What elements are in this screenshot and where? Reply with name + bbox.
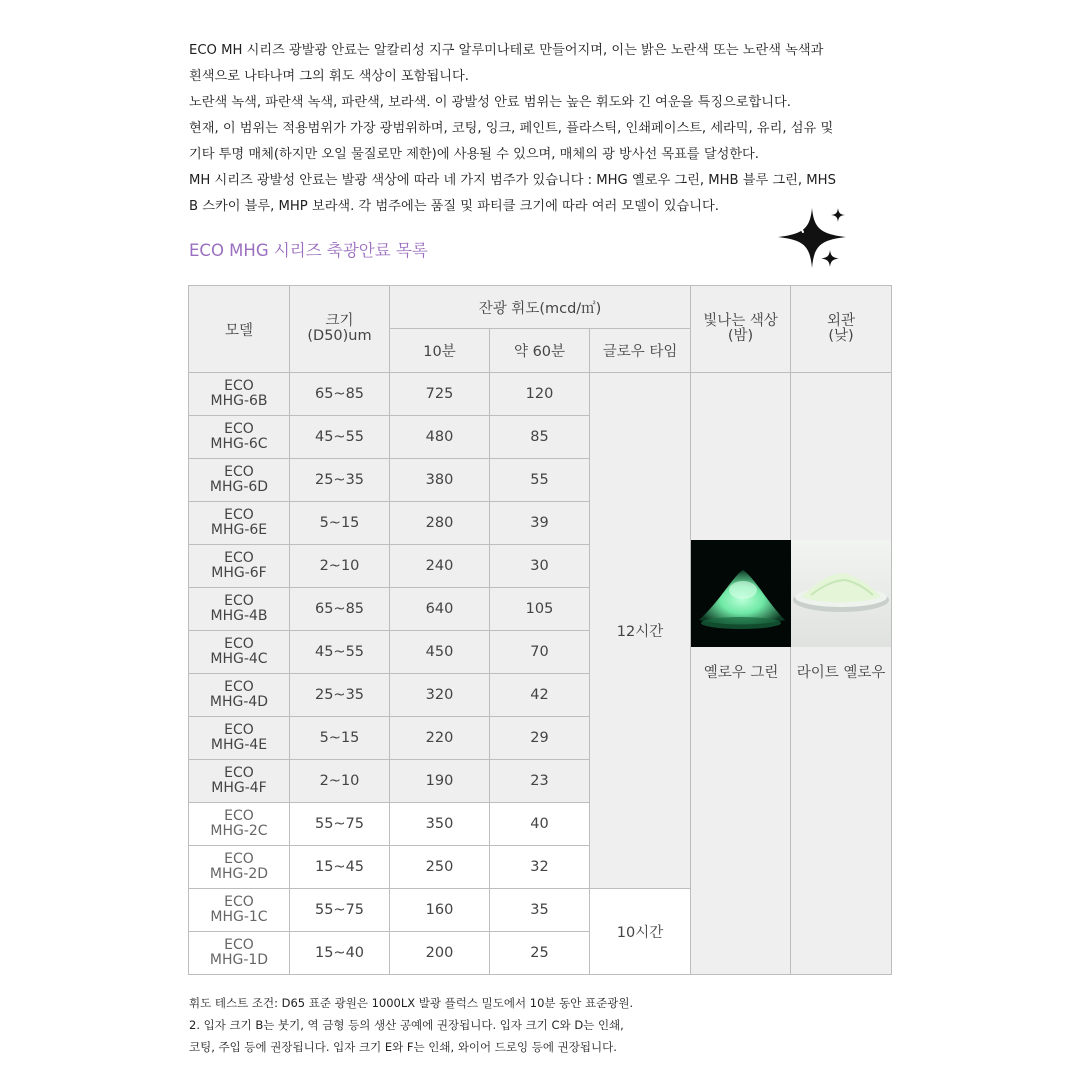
model-prefix: ECO (224, 894, 254, 910)
min60-cell: 120 (490, 373, 590, 416)
model-code: MHG-4D (209, 694, 269, 710)
model-prefix: ECO (224, 378, 254, 394)
section-title: ECO MHG 시리즈 축광안료 목록 (189, 241, 428, 260)
min10-cell: 320 (390, 674, 490, 717)
min60-cell: 42 (490, 674, 590, 717)
size-cell: 5~15 (290, 717, 390, 760)
model-code: MHG-6C (210, 436, 268, 452)
min10-cell: 725 (390, 373, 490, 416)
sparkle-icon (776, 204, 852, 272)
model-cell (189, 760, 290, 803)
model-code: MHG-1D (209, 952, 269, 968)
header-luminance: 잔광 휘도(mcd/㎡) (390, 286, 691, 329)
min10-cell: 200 (390, 932, 490, 975)
header-10min: 10분 (390, 329, 490, 373)
min10-cell: 190 (390, 760, 490, 803)
model-prefix: ECO (224, 722, 254, 738)
min10-cell: 220 (390, 717, 490, 760)
product-table (188, 285, 892, 975)
min10-cell: 280 (390, 502, 490, 545)
min60-cell: 25 (490, 932, 590, 975)
glow-time-10h: 10시간 (590, 889, 691, 975)
header-size-line2: (D50)um (307, 328, 372, 344)
model-prefix: ECO (224, 937, 254, 953)
note-line: 휘도 테스트 조건: D65 표준 광원은 1000LX 발광 플럭스 밀도에서 10분 동안 표준광원. (189, 996, 634, 1010)
daylight-powder-image (791, 540, 891, 647)
model-code: MHG-6D (209, 479, 269, 495)
model-code: MHG-2D (209, 866, 269, 882)
model-prefix: ECO (224, 421, 254, 437)
intro-line: 흰색으로 나타나며 그의 휘도 색상이 포함됩니다. (189, 69, 469, 84)
header-glow-color-line1: 빛나는 색상 (703, 313, 778, 329)
size-cell: 45~55 (290, 416, 390, 459)
model-prefix: ECO (224, 636, 254, 652)
intro-text (189, 38, 889, 220)
appearance-label: 라이트 옐로우 (796, 665, 886, 681)
min60-cell: 30 (490, 545, 590, 588)
header-glow-color (691, 286, 791, 373)
header-glow-time: 글로우 타임 (590, 329, 691, 373)
glow-powder-image (691, 540, 791, 647)
intro-line: 현재, 이 범위는 적용범위가 가장 광범위하며, 코팅, 잉크, 페인트, 플라스틱, 인쇄페이스트, 세라믹, 유리, 섬유 및 (189, 121, 834, 136)
model-cell (189, 459, 290, 502)
model-cell (189, 932, 290, 975)
size-cell: 55~75 (290, 803, 390, 846)
model-cell (189, 588, 290, 631)
model-cell (189, 674, 290, 717)
note-line: 코팅, 주입 등에 권장됩니다. 입자 크기 E와 F는 인쇄, 와이어 드로잉 등에 권장됩니다. (189, 1040, 617, 1054)
model-prefix: ECO (224, 808, 254, 824)
glow-color-label: 옐로우 그린 (703, 665, 779, 681)
header-appearance-line1: 외관 (827, 313, 856, 329)
model-code: MHG-4F (211, 780, 267, 796)
min10-cell: 450 (390, 631, 490, 674)
model-cell (189, 889, 290, 932)
model-code: MHG-2C (210, 823, 268, 839)
min60-cell: 35 (490, 889, 590, 932)
intro-line: 기타 투명 매체(하지만 오일 물질로만 제한)에 사용될 수 있으며, 매체의 광 방사선 목표를 달성한다. (189, 147, 759, 162)
model-cell (189, 502, 290, 545)
min10-cell: 250 (390, 846, 490, 889)
min10-cell: 350 (390, 803, 490, 846)
model-cell (189, 373, 290, 416)
header-60min: 약 60분 (490, 329, 590, 373)
intro-line: MH 시리즈 광발성 안료는 발광 색상에 따라 네 가지 범주가 있습니다 : MHG 옐로우 그린, MHB 블루 그린, MHS (189, 173, 836, 188)
table-row (189, 373, 892, 416)
model-code: MHG-1C (210, 909, 268, 925)
size-cell: 65~85 (290, 373, 390, 416)
min60-cell: 85 (490, 416, 590, 459)
footnotes (189, 992, 889, 1058)
size-cell: 2~10 (290, 545, 390, 588)
min60-cell: 105 (490, 588, 590, 631)
model-prefix: ECO (224, 765, 254, 781)
model-code: MHG-4B (210, 608, 268, 624)
min10-cell: 240 (390, 545, 490, 588)
model-prefix: ECO (224, 679, 254, 695)
min60-cell: 23 (490, 760, 590, 803)
model-prefix: ECO (224, 593, 254, 609)
size-cell: 15~45 (290, 846, 390, 889)
model-prefix: ECO (224, 550, 254, 566)
note-line: 2. 입자 크기 B는 붓기, 역 금형 등의 생산 공예에 권장됩니다. 입자 크기 C와 D는 인쇄, (189, 1018, 624, 1032)
size-cell: 25~35 (290, 459, 390, 502)
header-size-line1: 크기 (325, 313, 354, 329)
model-cell (189, 545, 290, 588)
min60-cell: 39 (490, 502, 590, 545)
model-prefix: ECO (224, 507, 254, 523)
intro-line: ECO MH 시리즈 광발광 안료는 알칼리성 지구 알루미나테로 만들어지며, 이는 밝은 노란색 또는 노란색 녹색과 (189, 43, 824, 58)
model-prefix: ECO (224, 464, 254, 480)
min10-cell: 480 (390, 416, 490, 459)
glow-color-cell (691, 373, 791, 975)
model-code: MHG-6E (210, 522, 268, 538)
header-appearance-line2: (낮) (828, 328, 854, 344)
size-cell: 5~15 (290, 502, 390, 545)
min10-cell: 640 (390, 588, 490, 631)
size-cell: 45~55 (290, 631, 390, 674)
model-cell (189, 416, 290, 459)
size-cell: 15~40 (290, 932, 390, 975)
model-code: MHG-4C (210, 651, 268, 667)
intro-line: B 스카이 블루, MHP 보라색. 각 범주에는 품질 및 파티클 크기에 따라 여러 모델이 있습니다. (189, 199, 719, 214)
size-cell: 55~75 (290, 889, 390, 932)
model-code: MHG-6B (210, 393, 268, 409)
model-cell (189, 846, 290, 889)
min60-cell: 70 (490, 631, 590, 674)
glow-time-12h: 12시간 (590, 373, 691, 889)
size-cell: 65~85 (290, 588, 390, 631)
min10-cell: 380 (390, 459, 490, 502)
model-cell (189, 631, 290, 674)
intro-line: 노란색 녹색, 파란색 녹색, 파란색, 보라색. 이 광발성 안료 범위는 높은 휘도와 긴 여운을 특징으로합니다. (189, 95, 791, 110)
model-cell (189, 803, 290, 846)
appearance-cell (791, 373, 892, 975)
model-prefix: ECO (224, 851, 254, 867)
min60-cell: 29 (490, 717, 590, 760)
header-size (290, 286, 390, 373)
min60-cell: 40 (490, 803, 590, 846)
model-cell (189, 717, 290, 760)
header-glow-color-line2: (밤) (727, 328, 754, 344)
header-model: 모델 (189, 286, 290, 373)
min60-cell: 55 (490, 459, 590, 502)
min10-cell: 160 (390, 889, 490, 932)
model-code: MHG-4E (210, 737, 268, 753)
size-cell: 25~35 (290, 674, 390, 717)
min60-cell: 32 (490, 846, 590, 889)
model-code: MHG-6F (211, 565, 267, 581)
header-appearance (791, 286, 892, 373)
size-cell: 2~10 (290, 760, 390, 803)
